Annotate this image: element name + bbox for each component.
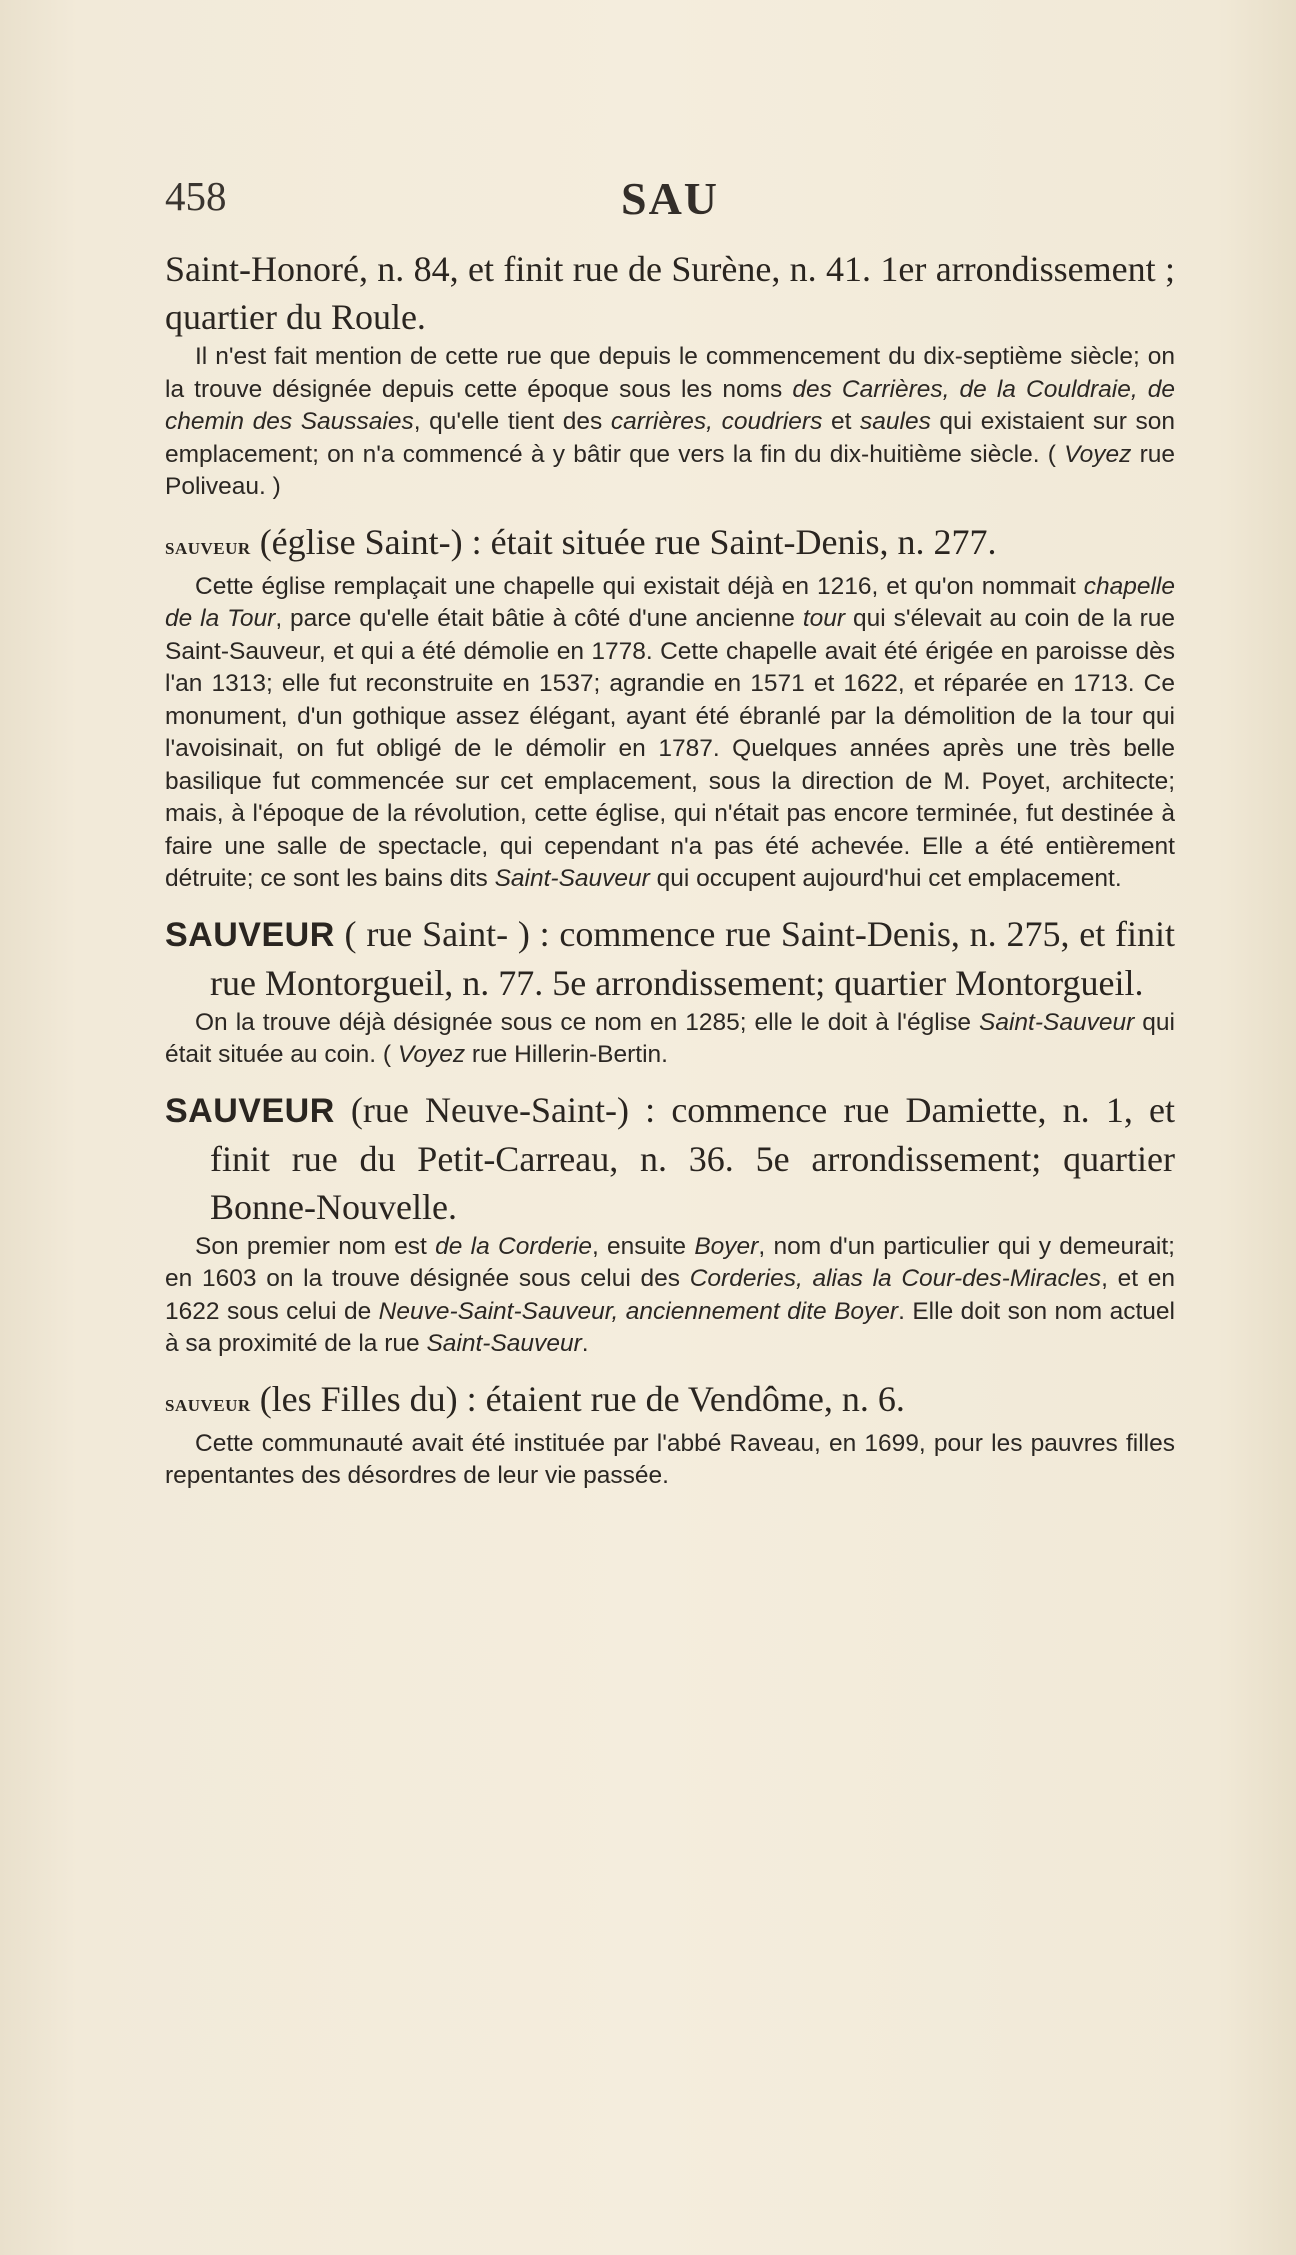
text-run: Cette communauté avait été instituée par l'abbé Raveau, en 1699, pour les pauvres filles repentantes des désordres de leur vie passée.: [165, 1429, 1175, 1489]
entry-headword: sauveur: [165, 533, 251, 560]
text-run: , qu'elle tient des: [413, 408, 611, 435]
page-body: [165, 245, 1175, 1493]
italic-run: saules: [860, 408, 931, 435]
entry-heading-text: (les Filles du) : étaient rue de Vendôme, n. 6.: [250, 1378, 905, 1419]
text-run: qui s'élevait au coin de la rue Saint-Sauveur, et qui a été démolie en 1778. Cette chapelle avait été érigée en paroisse dès l'an 1313; elle fut reconstruite en 1537; agrandie en 1571 et 1622, et réparée en 1713. Ce monument, d'un gothique assez élégant, ayant été ébranlé par la démolition de la tour qui l'avoisinait, on fut obligé de le démolir en 1787. Quelques années après une très belle basilique fut commencée sur cet emplacement, sous la direction de M. Poyet, architecte; mais, à l'époque de la révolution, cette église, qui n'était pas encore terminée, fut destinée à faire une salle de spectacle, qui cependant n'a pas été achevée. Elle a été entièrement détruite; ce sont les bains dits: [165, 605, 1175, 892]
italic-run: Boyer: [694, 1232, 759, 1260]
text-run: rue Hillerin-Bertin.: [465, 1041, 668, 1068]
italic-run: carrières, coudriers: [610, 408, 823, 435]
text-run: .: [581, 1330, 589, 1357]
entry-heading-text: Saint-Honoré, n. 84, et finit rue de Surène, n. 41. 1er arrondissement ; quartier du Roule.: [165, 249, 1175, 337]
entry-heading: [165, 518, 1175, 571]
italic-run: tour: [802, 605, 846, 632]
text-run: Cette église remplaçait une chapelle qui existait déjà en 1216, et qu'on nommait: [195, 572, 1084, 600]
italic-run: Voyez: [397, 1041, 466, 1068]
entry-description: [165, 571, 1175, 896]
italic-run: chapelle de la Tour: [165, 572, 1175, 632]
text-run: rue Poliveau. ): [165, 440, 1176, 500]
italic-run: Voyez: [1064, 440, 1132, 468]
text-run: qui était située au coin. (: [165, 1008, 1175, 1068]
entry-description: [165, 1231, 1175, 1361]
entry-heading-text: (église Saint-) : était située rue Saint-Denis, n. 277.: [250, 521, 997, 562]
entry-heading-text: (rue Neuve-Saint-) : commence rue Damiette, n. 1, et finit rue du Petit-Carreau, n. 36. 5e arrondissement; quartier Bonne-Nouvelle.: [210, 1089, 1175, 1227]
page-header: [165, 172, 1175, 232]
italic-run: Saint-Sauveur: [494, 865, 650, 892]
text-run: , et en 1622 sous celui de: [165, 1265, 1175, 1325]
running-head: SAU: [620, 173, 720, 224]
text-run: , parce qu'elle était bâtie à côté d'une ancienne: [275, 605, 803, 632]
text-run: , nom d'un particulier qui y demeurait; en 1603 on la trouve désignée sous celui des: [165, 1232, 1175, 1292]
entry-headword: SAUVEUR: [165, 1091, 335, 1130]
text-run: et: [822, 408, 860, 435]
page-number: 458: [165, 173, 227, 219]
text-run: Il n'est fait mention de cette rue que depuis le commencement du dix-septième siècle; on la trouve désignée depuis cette époque sous les noms: [165, 343, 1175, 403]
text-run: qui occupent aujourd'hui cet emplacement.: [649, 865, 1122, 892]
text-run: , ensuite: [591, 1232, 695, 1260]
italic-run: Saint-Sauveur: [979, 1008, 1135, 1036]
italic-run: Corderies, alias la Cour-des-Miracles: [689, 1265, 1102, 1292]
entry-headword: SAUVEUR: [165, 915, 335, 954]
text-run: qui existaient sur son emplacement; on n'a commencé à y bâtir que vers la fin du dix-huitième siècle. (: [165, 408, 1175, 468]
entry-heading: [165, 910, 1175, 1007]
italic-run: Saint-Sauveur: [426, 1330, 582, 1357]
italic-run: Neuve-Saint-Sauveur, anciennement dite Boyer: [378, 1297, 899, 1325]
entry-continuation: [165, 245, 1175, 341]
italic-run: des Carrières, de la Couldraie, de chemin des Saussaies: [165, 375, 1175, 435]
entry-description: [165, 1428, 1175, 1493]
entry-heading-text: ( rue Saint- ) : commence rue Saint-Denis, n. 275, et finit rue Montorgueil, n. 77. 5e arrondissement; quartier Montorgueil.: [210, 913, 1175, 1003]
text-run: On la trouve déjà désignée sous ce nom en 1285; elle le doit à l'église: [195, 1008, 980, 1036]
italic-run: de la Corderie: [435, 1232, 592, 1260]
text-run: Son premier nom est: [195, 1232, 436, 1260]
text-run: . Elle doit son nom actuel à sa proximité de la rue: [165, 1297, 1175, 1357]
entry-description: [165, 341, 1175, 504]
entry-description: [165, 1007, 1175, 1072]
entry-heading: [165, 1375, 1175, 1428]
entry-heading: [165, 1086, 1175, 1231]
entry-headword: sauveur: [165, 1390, 251, 1417]
